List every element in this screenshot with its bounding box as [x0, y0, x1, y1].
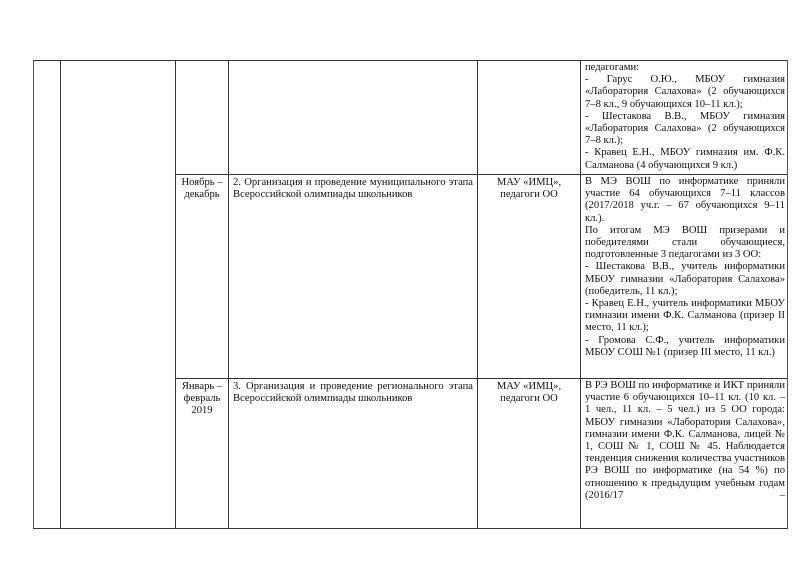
result-text: - Шестакова В.В., учитель информатики МБОУ гимназии «Лаборатория Салахова» (победитель, 11 кл.); — [585, 261, 785, 297]
result-text: В МЭ ВОШ по информатике приняли участие 64 обучающихся 7–11 классов (2017/2018 уч.г. – 67 обучающихся 9–11 кл.). — [585, 176, 785, 224]
column-divider — [60, 61, 61, 528]
result-text: - Шестакова В.В., МБОУ гимназия «Лаборатория Салахова» (2 обучающихся 7–8 кл.); — [585, 110, 785, 147]
responsible-cell: МАУ «ИМЦ», педагоги ОО — [496, 177, 562, 201]
activity-table — [33, 60, 788, 529]
result-cell — [581, 175, 789, 378]
result-text: По итогам МЭ ВОШ призерами и победителями стали обучающиеся, подготовленные 3 педагогами из 3 ОО: — [585, 224, 785, 261]
event-cell: 2. Организация и проведение муниципального этапа Всероссийской олимпиады школьников — [233, 177, 473, 201]
responsible-cell: МАУ «ИМЦ», педагоги ОО — [496, 381, 562, 405]
result-text: - Гарус О.Ю., МБОУ гимназия «Лаборатория Салахова» (2 обучающихся 7–8 кл., 9 обучающихся 10–11 кл.); — [585, 74, 785, 110]
result-text: - Громова С.Ф., учитель информатики МБОУ СОШ №1 (призер III место, 11 кл.) — [585, 334, 785, 358]
result-cell — [581, 379, 789, 529]
event-cell: 3. Организация и проведение регионального этапа Всероссийской олимпиады школьников — [233, 381, 473, 405]
date-cell: Ноябрь – декабрь — [181, 177, 223, 201]
result-text: - Кравец Е.Н., МБОУ гимназия им. Ф.К. Салманова (4 обучающихся 9 кл.) — [585, 147, 785, 171]
result-cell — [581, 61, 789, 174]
result-text: - Кравец Е.Н., учитель информатики МБОУ гимназии имени Ф.К. Салманова (призер II место, 11 кл.); — [585, 298, 785, 334]
date-cell: Январь – февраль 2019 — [181, 381, 223, 417]
result-text: педагогами: — [585, 62, 640, 73]
result-text: В РЭ ВОШ по информатике и ИКТ приняли участие 6 обучающихся 10–11 кл. (10 кл. – 1 чел., 11 кл. – 5 чел.) из 5 ОО города: МБОУ гимназии «Лаборатория Салахова», гимназии имени Ф.К. Салманова, лицей № 1, СОШ № 1, СОШ № 45. Наблюдается тенденция снижения количества участников РЭ ВОШ по информатике (на 54 %) по отношению к предыдущим учебным годам (2016/17 – — [585, 380, 785, 501]
